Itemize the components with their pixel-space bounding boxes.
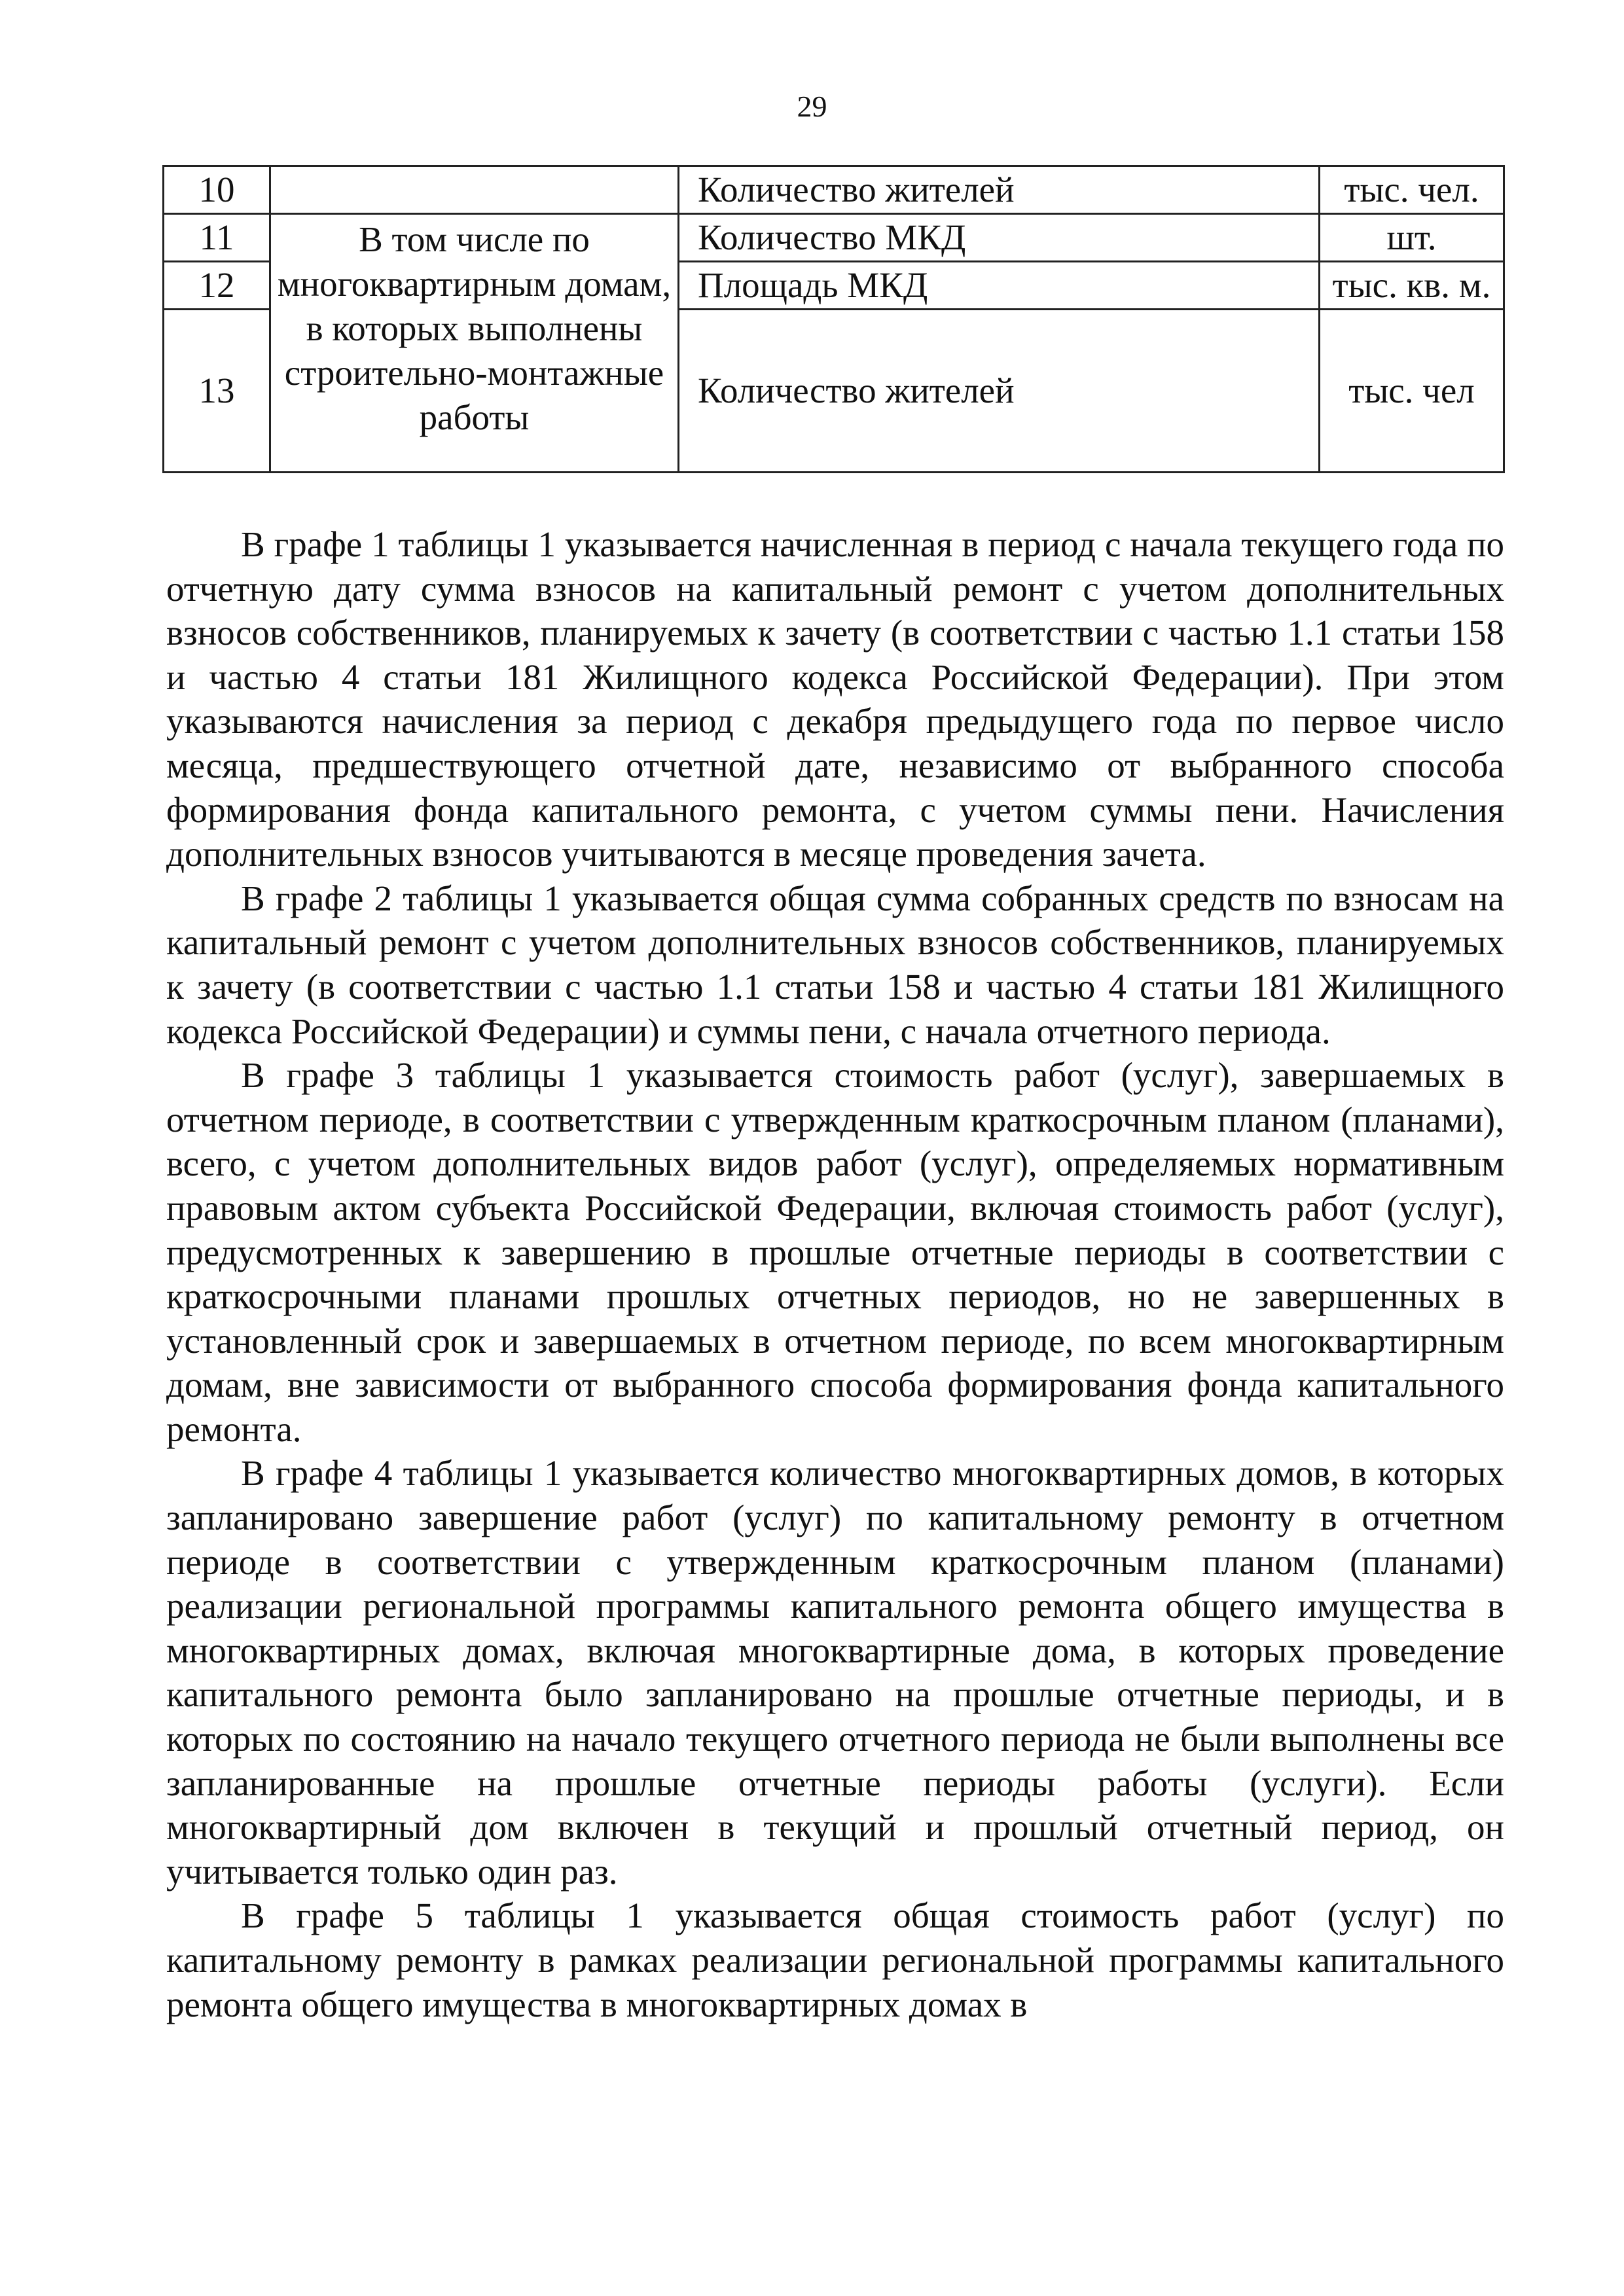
paragraph-column-3: В графе 3 таблицы 1 указывается стоимость работ (услуг), завершаемых в отчетном периоде, в соответствии с утвержденным краткосрочным планом (планами), всего, с учетом дополнительных видов работ (услуг), определяемых нормативным правовым актом субъекта Российской Федерации, включая стоимость работ (услуг), предусмотренных к завершению в прошлые отчетные периоды в соответствии с краткосрочными планами прошлых отчетных периодов, но не завершенных в установленный срок и завершаемых в отчетном периоде, по всем многоквартирным домам, вне зависимости от выбранного способа формирования фонда капитального ремонта.: [166, 1055, 1504, 1449]
body-text: [166, 522, 1504, 2026]
paragraph-column-5: В графе 5 таблицы 1 указывается общая стоимость работ (услуг) по капитальному ремонту в рамках реализации региональной программы капитального ремонта общего имущества в многоквартирных домах в: [166, 1895, 1504, 2024]
row-number: 10: [164, 166, 270, 214]
indicator-name: Площадь МКД: [679, 262, 1320, 310]
indicator-name: Количество жителей: [679, 166, 1320, 214]
paragraph-column-2: В графе 2 таблицы 1 указывается общая сумма собранных средств по взносам на капитальный ремонт с учетом дополнительных взносов собственников, планируемых к зачету (в соответствии с частью 1.1 статьи 158 и частью 4 статьи 181 Жилищного кодекса Российской Федерации) и суммы пени, с начала отчетного периода.: [166, 878, 1504, 1051]
indicator-name: Количество МКД: [679, 214, 1320, 262]
indicator-name: Количество жителей: [679, 310, 1320, 473]
indicator-table: [162, 165, 1505, 473]
table-row: [164, 214, 1504, 262]
row-number: 12: [164, 262, 270, 310]
unit-cell: тыс. чел.: [1320, 166, 1504, 214]
page-number: 29: [797, 90, 827, 123]
paragraph-column-1: В графе 1 таблицы 1 указывается начисленная в период с начала текущего года по отчетную дату сумма взносов на капитальный ремонт с учетом дополнительных взносов собственников, планируемых к зачету (в соответствии с частью 1.1 статьи 158 и частью 4 статьи 181 Жилищного кодекса Российской Федерации). При этом указываются начисления за период с декабря предыдущего года по первое число месяца, предшествующего отчетной дате, независимо от выбранного способа формирования фонда капитального ремонта, с учетом суммы пени. Начисления дополнительных взносов учитываются в месяце проведения зачета.: [166, 524, 1504, 874]
unit-cell: тыс. чел: [1320, 310, 1504, 473]
row-number: 13: [164, 310, 270, 473]
group-label-cell: В том числе по многоквартирным домам, в которых выполнены строительно-монтажные работы: [270, 214, 679, 473]
unit-cell: шт.: [1320, 214, 1504, 262]
empty-cell: [270, 166, 679, 214]
unit-cell: тыс. кв. м.: [1320, 262, 1504, 310]
table-row: [164, 166, 1504, 214]
row-number: 11: [164, 214, 270, 262]
paragraph-column-4: В графе 4 таблицы 1 указывается количество многоквартирных домов, в которых запланировано завершение работ (услуг) по капитальному ремонту в отчетном периоде в соответствии с утвержденным краткосрочным планом (планами) реализации региональной программы капитального ремонта общего имущества в многоквартирных домах, включая многоквартирные дома, в которых проведение капитального ремонта было запланировано на прошлые отчетные периоды, и в которых по состоянию на начало текущего отчетного периода не были выполнены все запланированные на прошлые отчетные периоды работы (услуги). Если многоквартирный дом включен в текущий и прошлый отчетный период, он учитывается только один раз.: [166, 1453, 1504, 1892]
